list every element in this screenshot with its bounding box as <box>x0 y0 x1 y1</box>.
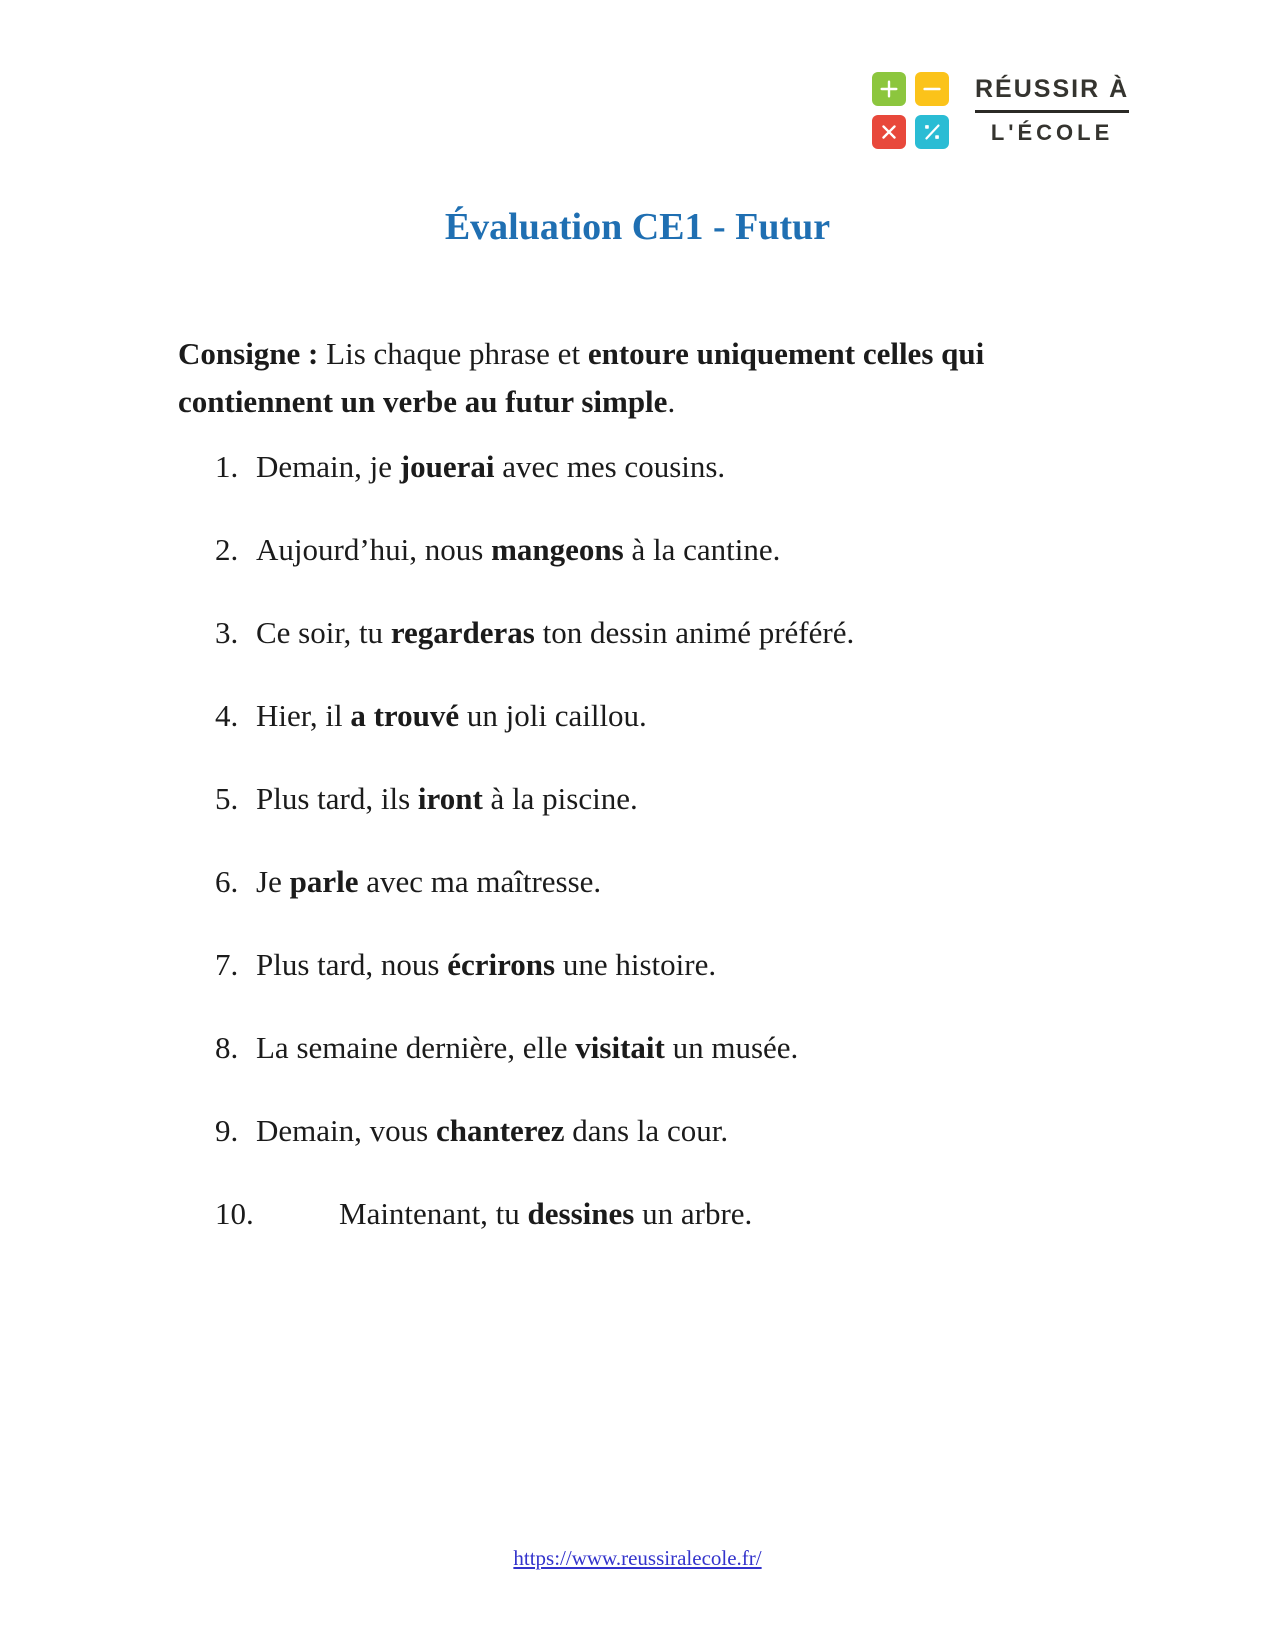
verb: mangeons <box>491 532 624 567</box>
minus-icon <box>915 72 949 106</box>
item-number: 1. <box>215 449 239 484</box>
item-number: 10. <box>215 1196 254 1231</box>
list-item <box>215 858 1115 906</box>
item-text: Maintenant, tu dessines un arbre. <box>339 1196 753 1231</box>
divide-icon <box>915 115 949 149</box>
verb: jouerai <box>399 449 495 484</box>
item-number: 6. <box>215 864 239 899</box>
instructions-bold: entoure uniquement celles qui contiennent un verbe au futur simple <box>178 336 985 419</box>
item-text: Demain, je jouerai avec mes cousins. <box>256 449 726 484</box>
item-number: 7. <box>215 947 239 982</box>
item-number: 5. <box>215 781 239 816</box>
item-number: 9. <box>215 1113 239 1148</box>
item-text: Je parle avec ma maîtresse. <box>256 864 602 899</box>
plus-icon <box>872 72 906 106</box>
website-link[interactable]: https://www.reussiralecole.fr/ <box>513 1546 762 1570</box>
item-text: Plus tard, nous écrirons une histoire. <box>256 947 717 982</box>
list-item <box>215 692 1115 740</box>
logo-tiles <box>872 72 949 149</box>
verb: visitait <box>575 1030 665 1065</box>
item-number: 2. <box>215 532 239 567</box>
list-item <box>215 941 1115 989</box>
list-item <box>215 443 1115 491</box>
instructions-label: Consigne : <box>178 336 319 371</box>
multiply-icon <box>872 115 906 149</box>
list-item <box>215 1190 1115 1238</box>
brand-line2: L'ÉCOLE <box>990 120 1114 145</box>
instructions <box>178 330 1023 426</box>
instructions-period: . <box>667 384 676 419</box>
list-item <box>215 526 1115 574</box>
verb: regarderas <box>390 615 535 650</box>
brand-logo <box>872 72 1129 149</box>
item-number: 8. <box>215 1030 239 1065</box>
verb: écrirons <box>447 947 556 982</box>
brand-line1: RÉUSSIR À <box>975 75 1130 103</box>
item-text: Plus tard, ils iront à la piscine. <box>256 781 638 816</box>
item-text: Hier, il a trouvé un joli caillou. <box>256 698 647 733</box>
verb: iront <box>417 781 483 816</box>
list-item <box>215 609 1115 657</box>
list-item <box>215 1107 1115 1155</box>
brand-divider <box>975 110 1129 113</box>
list-item <box>215 1024 1115 1072</box>
item-text: Aujourd’hui, nous mangeons à la cantine. <box>256 532 781 567</box>
brand-text <box>975 75 1129 146</box>
footer <box>0 1546 1275 1571</box>
item-text: Demain, vous chanterez dans la cour. <box>256 1113 729 1148</box>
item-number: 3. <box>215 615 239 650</box>
page-title: Évaluation CE1 - Futur <box>444 206 831 248</box>
item-number: 4. <box>215 698 239 733</box>
instructions-regular: Lis chaque phrase et <box>318 336 588 371</box>
sentence-list <box>215 443 1115 1273</box>
verb: a trouvé <box>350 698 460 733</box>
list-item <box>215 775 1115 823</box>
verb: dessines <box>527 1196 635 1231</box>
item-text: La semaine dernière, elle visitait un musée. <box>256 1030 799 1065</box>
verb: chanterez <box>435 1113 565 1148</box>
item-text: Ce soir, tu regarderas ton dessin animé préféré. <box>256 615 855 650</box>
verb: parle <box>289 864 359 899</box>
